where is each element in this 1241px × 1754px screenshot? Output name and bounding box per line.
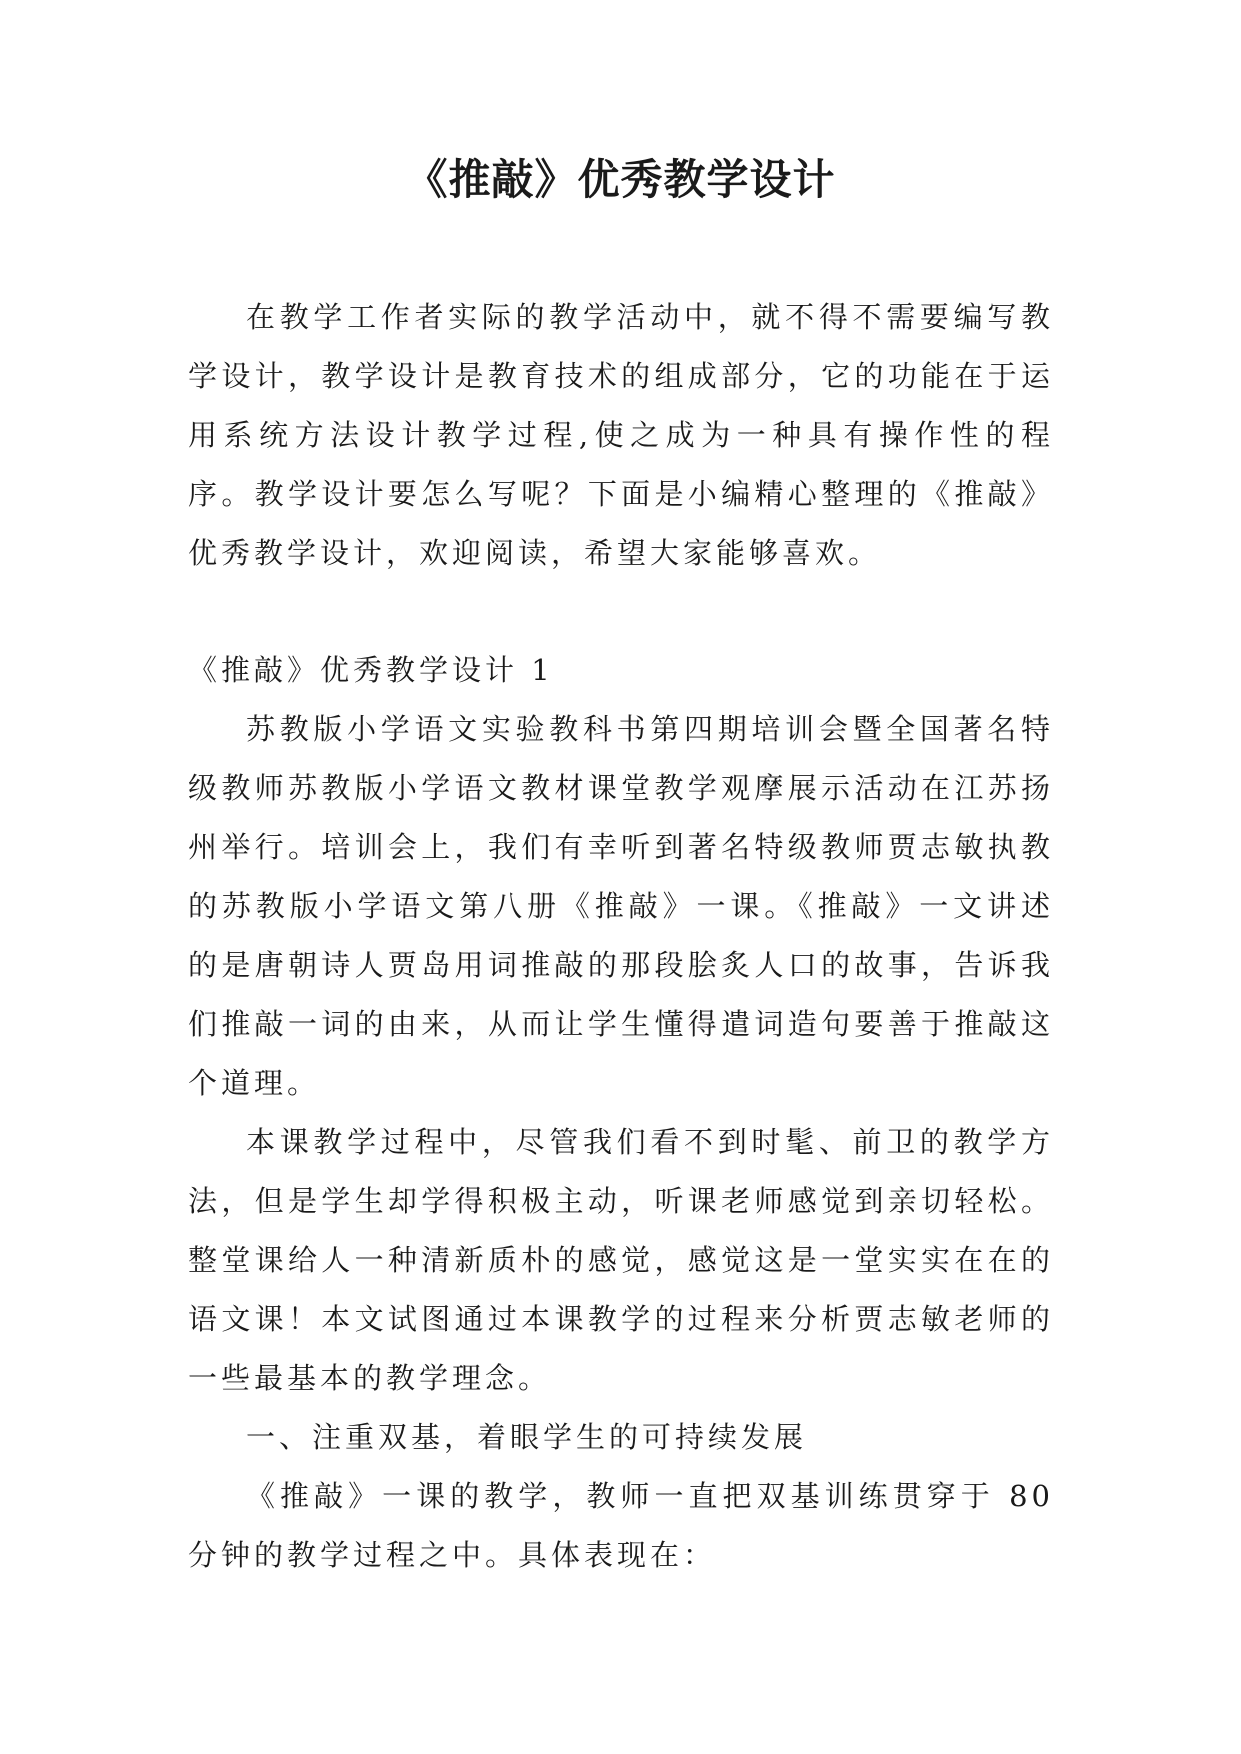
subheading-paragraph: 一、注重双基，着眼学生的可持续发展 bbox=[246, 1420, 808, 1454]
section-heading: 《推敲》优秀教学设计 1 bbox=[188, 653, 554, 687]
document-title: 《推敲》优秀教学设计 bbox=[405, 155, 836, 204]
body-paragraph-3: 《推敲》一课的教学，教师一直把双基训练贯穿于 80 分钟的教学过程之中。具体表现在： bbox=[188, 1479, 1054, 1572]
body-paragraph-2: 本课教学过程中，尽管我们看不到时髦、前卫的教学方法，但是学生却学得积极主动，听课老师感觉到亲切轻松。整堂课给人一种清新质朴的感觉，感觉这是一堂实实在在的语文课！本文试图通过本课教学的过程来分析贾志敏老师的一些最基本的教学理念。 bbox=[188, 1125, 1054, 1395]
intro-paragraph: 在教学工作者实际的教学活动中，就不得不需要编写教学设计，教学设计是教育技术的组成部分，它的功能在于运用系统方法设计教学过程,使之成为一种具有操作性的程序。教学设计要怎么写呢？下面是小编精心整理的《推敲》优秀教学设计，欢迎阅读，希望大家能够喜欢。 bbox=[188, 300, 1054, 570]
body-paragraph-1: 苏教版小学语文实验教科书第四期培训会暨全国著名特级教师苏教版小学语文教材课堂教学观摩展示活动在江苏扬州举行。培训会上，我们有幸听到著名特级教师贾志敏执教的苏教版小学语文第八册《推敲》一课。《推敲》一文讲述的是唐朝诗人贾岛用词推敲的那段脍炙人口的故事，告诉我们推敲一词的由来，从而让学生懂得遣词造句要善于推敲这个道理。 bbox=[188, 712, 1054, 1100]
intro-block bbox=[188, 288, 1054, 583]
section-block bbox=[188, 641, 1054, 1585]
